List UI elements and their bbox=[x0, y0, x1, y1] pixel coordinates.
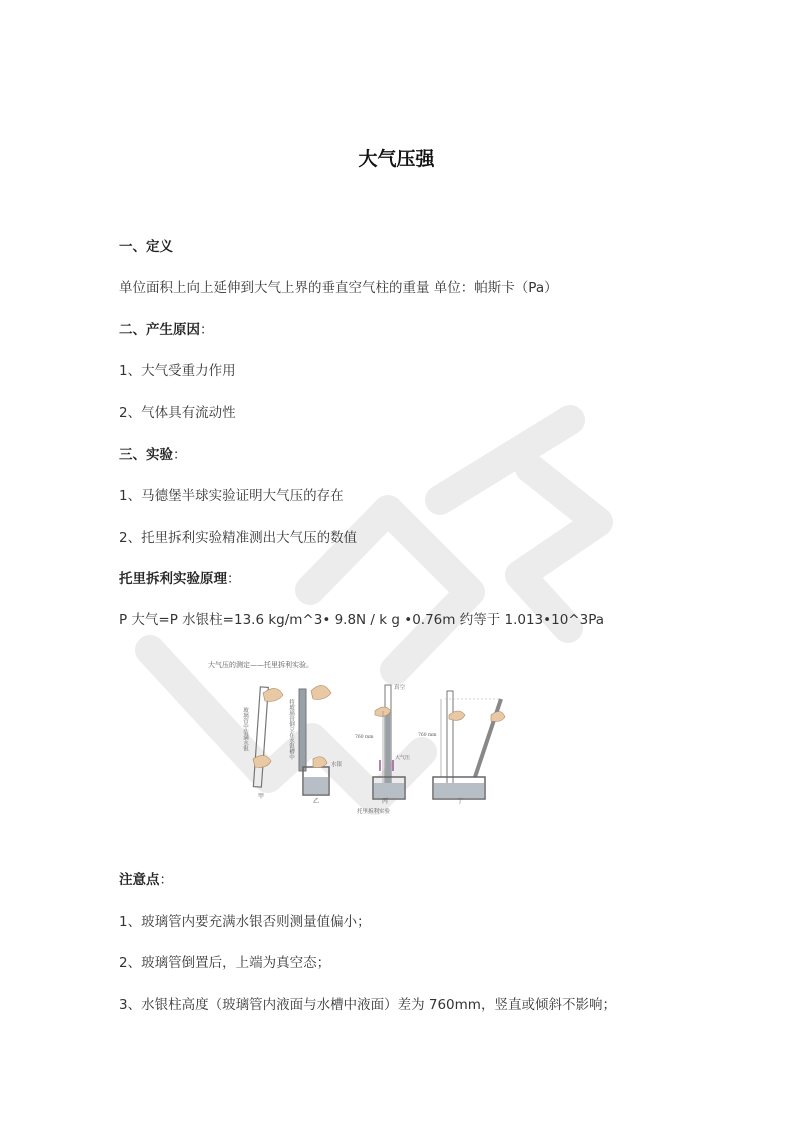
section-heading-principle-line bbox=[119, 567, 241, 587]
mercury-label: 水银 bbox=[331, 762, 343, 768]
panel-b bbox=[288, 685, 343, 805]
section-heading-cause: 二、产生原因 bbox=[119, 322, 200, 338]
section-heading-notes: 注意点 bbox=[119, 872, 160, 888]
tube-b-text: 将玻璃管倒立在水银槽中 bbox=[288, 699, 294, 760]
list-item: 2、玻璃管倒置后，上端为真空态； bbox=[119, 955, 331, 971]
list-item: 3、水银柱高度（玻璃管内液面与水槽中液面）差为 760mm，竖直或倾斜不影响； bbox=[119, 997, 616, 1013]
tube-a-text: 玻璃管中装满水银 bbox=[242, 707, 248, 751]
panel-c bbox=[355, 683, 410, 815]
section-heading-definition: 一、定义 bbox=[119, 239, 173, 255]
list-item: 2、托里拆利实验精准测出大气压的数值 bbox=[119, 530, 358, 546]
height-label-c: 760 mm bbox=[355, 735, 374, 740]
panel-label-b: 乙 bbox=[313, 798, 320, 805]
section-heading-cause-line bbox=[119, 318, 214, 338]
panel-label-d: 丁 bbox=[457, 798, 464, 805]
panel-d bbox=[418, 691, 505, 805]
section-heading-notes-line bbox=[119, 868, 173, 888]
panel-a bbox=[242, 687, 283, 800]
heading-colon: ： bbox=[227, 571, 241, 587]
atm-label: 大气压 bbox=[395, 755, 411, 761]
torricelli-figure bbox=[205, 655, 535, 815]
page-title: 大气压强 bbox=[358, 148, 435, 170]
figure-caption-bottom: 托里拆利实验 bbox=[357, 809, 391, 815]
figure-caption-top: 大气压的测定——托里拆利实验。 bbox=[208, 661, 313, 669]
panel-label-a: 甲 bbox=[258, 793, 265, 800]
heading-colon: ： bbox=[173, 447, 187, 463]
section-heading-principle: 托里拆利实验原理 bbox=[119, 571, 227, 587]
list-item: 1、大气受重力作用 bbox=[119, 363, 236, 379]
list-item: 1、玻璃管内要充满水银否则测量值偏小； bbox=[119, 914, 371, 930]
list-item: 2、气体具有流动性 bbox=[119, 405, 236, 421]
principle-formula: P 大气=P 水银柱=13.6 kg/m^3• 9.8N / k g •0.76m 约等于 1.013•10^3Pa bbox=[119, 612, 604, 628]
height-label-d: 760 mm bbox=[418, 733, 437, 738]
definition-text: 单位面积上向上延伸到大气上界的垂直空气柱的重量 单位：帕斯卡（Pa） bbox=[119, 280, 558, 296]
heading-colon: ： bbox=[159, 872, 173, 888]
vacuum-label: 真空 bbox=[394, 685, 406, 691]
heading-colon: ： bbox=[200, 322, 214, 338]
section-heading-experiment-line bbox=[119, 443, 187, 463]
panel-label-c: 丙 bbox=[382, 798, 389, 805]
section-heading-experiment: 三、实验 bbox=[119, 447, 173, 463]
list-item: 1、马德堡半球实验证明大气压的存在 bbox=[119, 488, 344, 504]
